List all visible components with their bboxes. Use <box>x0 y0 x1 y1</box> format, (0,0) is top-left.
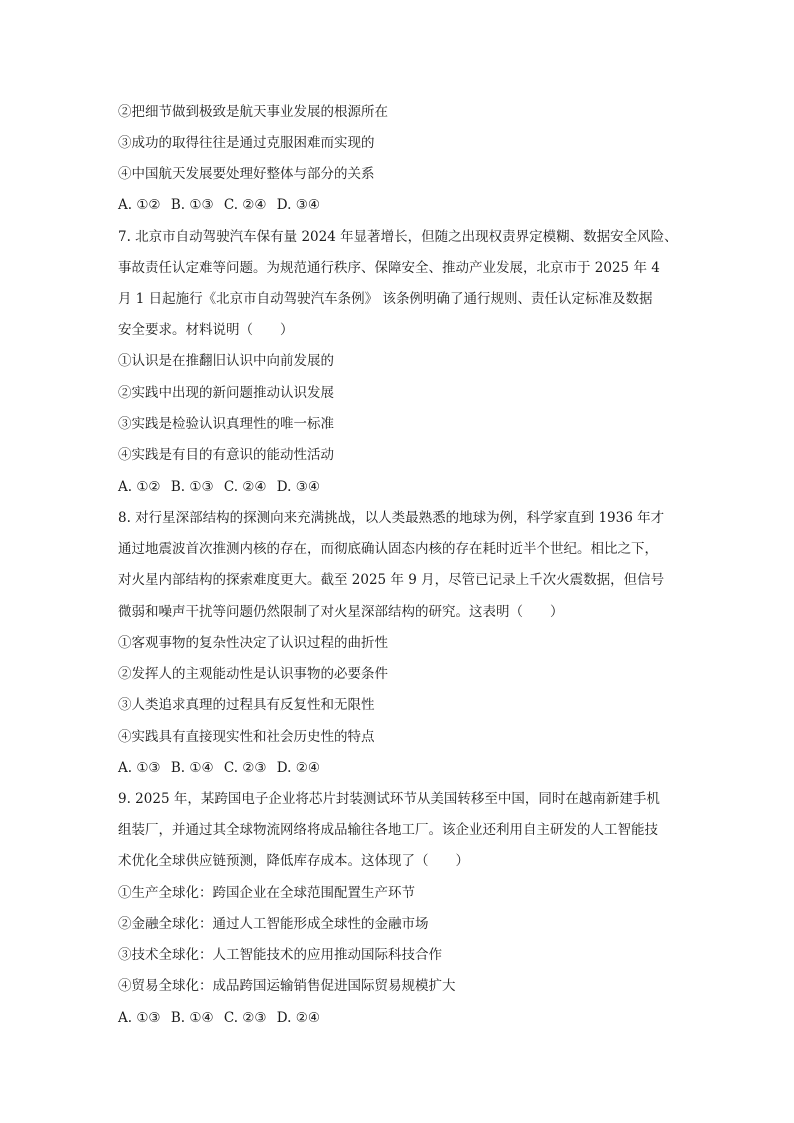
option-c: C. ②③ <box>223 1010 267 1026</box>
q8-statement: ①客观事物的复杂性决定了认识过程的曲折性 <box>118 635 388 651</box>
option-c: C. ②④ <box>223 479 267 495</box>
prev-statement: ④中国航天发展要处理好整体与部分的关系 <box>118 166 375 182</box>
option-b: B. ①③ <box>170 479 214 495</box>
q8-stem-line: 微弱和噪声干扰等问题仍然限制了对火星深部结构的研究。这表明（ ） <box>118 604 564 620</box>
q9-statement: ①生产全球化：跨国企业在全球范围配置生产环节 <box>118 885 415 901</box>
q7-statement: ③实践是检验认识真理性的唯一标准 <box>118 416 334 432</box>
q8-statement: ③人类追求真理的过程具有反复性和无限性 <box>118 697 375 713</box>
q7-stem-line: 安全要求。材料说明（ ） <box>118 322 294 338</box>
q9-stem-line: 9. 2025 年，某跨国电子企业将芯片封装测试环节从美国转移至中国，同时在越南新建手机 <box>118 791 660 807</box>
q7-statement: ②实践中出现的新问题推动认识发展 <box>118 385 334 401</box>
option-d: D. ③④ <box>276 479 320 495</box>
option-d: D. ②④ <box>276 1010 320 1026</box>
option-d: D. ②④ <box>276 760 320 776</box>
q8-statement: ④实践具有直接现实性和社会历史性的特点 <box>118 729 375 745</box>
q9-options <box>118 1008 688 1028</box>
prev-statement: ③成功的取得往往是通过克服困难而实现的 <box>118 135 375 151</box>
q7-stem-line: 月 1 日起施行《北京市自动驾驶汽车条例》 该条例明确了通行规则、责任认定标准及数据 <box>118 291 653 307</box>
q7-statement: ①认识是在推翻旧认识中向前发展的 <box>118 353 334 369</box>
q7-statement: ④实践是有目的有意识的能动性活动 <box>118 447 334 463</box>
option-c: C. ②③ <box>223 760 267 776</box>
option-d: D. ③④ <box>276 197 320 213</box>
option-b: B. ①④ <box>170 760 214 776</box>
prev-options <box>118 195 688 215</box>
prev-statement: ②把细节做到极致是航天事业发展的根源所在 <box>118 104 388 120</box>
q9-statement: ②金融全球化：通过人工智能形成全球性的金融市场 <box>118 916 429 932</box>
q7-options <box>118 477 688 497</box>
option-a: A. ①② <box>118 479 161 495</box>
q8-statement: ②发挥人的主观能动性是认识事物的必要条件 <box>118 666 388 682</box>
option-b: B. ①③ <box>170 197 214 213</box>
q9-statement: ④贸易全球化：成品跨国运输销售促进国际贸易规模扩大 <box>118 978 456 994</box>
q8-stem-line: 通过地震波首次推测内核的存在，而彻底确认固态内核的存在耗时近半个世纪。相比之下， <box>118 541 658 557</box>
q8-stem-line: 对火星内部结构的探索难度更大。截至 2025 年 9 月，尽管已记录上千次火震数据，但信号 <box>118 572 665 588</box>
option-a: A. ①③ <box>118 760 161 776</box>
q9-stem-line: 术优化全球供应链预测，降低库存成本。这体现了（ ） <box>118 853 469 869</box>
q7-stem-line: 事故责任认定难等问题。为规范通行秩序、保障安全、推动产业发展，北京市于 2025 年 4 <box>118 260 660 276</box>
option-a: A. ①② <box>118 197 161 213</box>
q7-stem-line: 7. 北京市自动驾驶汽车保有量 2024 年显著增长，但随之出现权责界定模糊、数据安全风险、 <box>118 229 678 245</box>
q9-stem-line: 组装厂，并通过其全球物流网络将成品输往各地工厂。该企业还利用自主研发的人工智能技 <box>118 822 658 838</box>
q9-statement: ③技术全球化：人工智能技术的应用推动国际科技合作 <box>118 947 442 963</box>
option-c: C. ②④ <box>223 197 267 213</box>
option-a: A. ①③ <box>118 1010 161 1026</box>
q8-stem-line: 8. 对行星深部结构的探测向来充满挑战，以人类最熟悉的地球为例，科学家直到 1936 年才 <box>118 510 665 526</box>
option-b: B. ①④ <box>170 1010 214 1026</box>
q8-options <box>118 758 688 778</box>
